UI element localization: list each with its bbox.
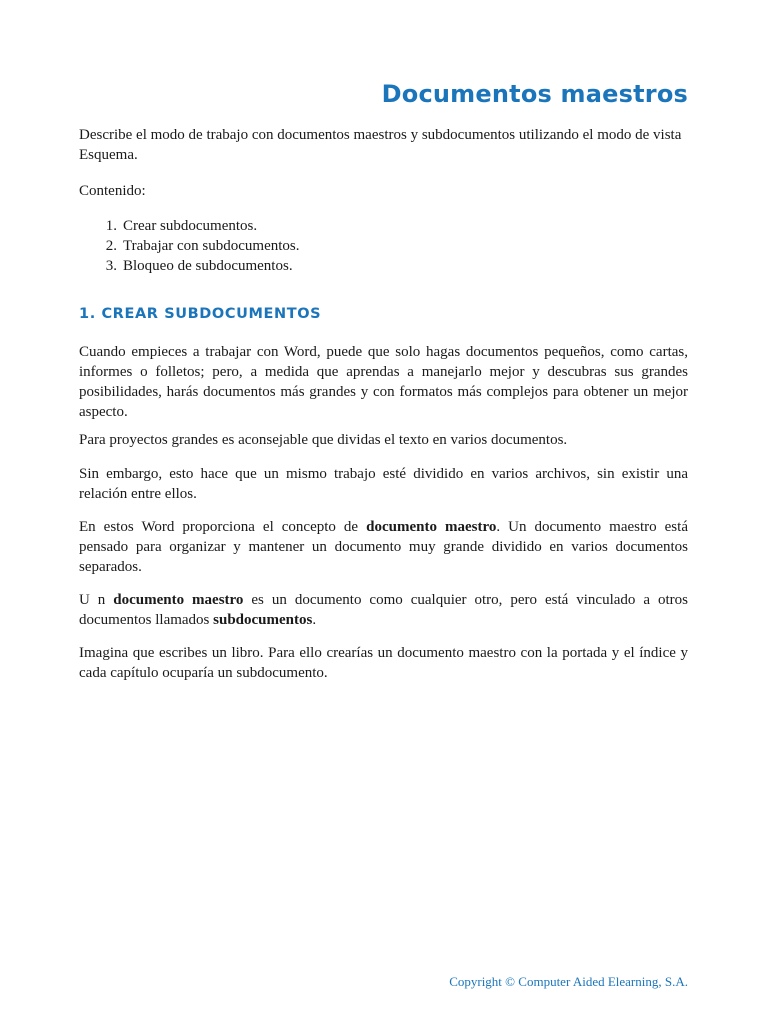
body-paragraph: Para proyectos grandes es aconsejable que dividas el texto en varios documentos.: [79, 432, 568, 448]
list-item: [79, 256, 300, 276]
text-run: es un documento como cualquier otro, pero está vinculado a otros documentos llamados: [79, 592, 688, 628]
section-heading: 1. CREAR SUBDOCUMENTOS: [79, 306, 322, 322]
list-item-label: Crear subdocumentos.: [123, 218, 258, 234]
intro-paragraph: Describe el modo de trabajo con documentos maestros y subdocumentos utilizando el modo de vista Esquema.: [79, 127, 682, 163]
list-item: [79, 216, 300, 236]
text-run: U n: [79, 592, 114, 608]
contents-label: Contenido:: [79, 183, 146, 199]
list-item-label: Bloqueo de subdocumentos.: [123, 258, 293, 274]
list-item-label: Trabajar con subdocumentos.: [123, 238, 300, 254]
body-paragraph: Cuando empieces a trabajar con Word, puede que solo hagas documentos pequeños, como cartas, informes o folletos; pero, a medida que aprendas a manejarlo mejor y descubras sus grandes posibilidades, harás documentos más grandes y con formatos más complejos para obtener un mejor aspecto.: [79, 344, 688, 420]
body-paragraph: [79, 590, 688, 630]
list-item-number: 1.: [105, 218, 117, 234]
list-item-number: 2.: [105, 238, 117, 254]
text-run: .: [312, 612, 317, 628]
body-paragraph: Imagina que escribes un libro. Para ello crearías un documento maestro con la portada y el índice y cada capítulo ocuparía un subdocumento.: [79, 645, 688, 681]
text-run: En estos Word proporciona el concepto de: [79, 519, 367, 535]
document-page: [79, 0, 688, 1024]
contents-list: [79, 216, 300, 276]
body-paragraph: Sin embargo, esto hace que un mismo trabajo esté dividido en varios archivos, sin existir una relación entre ellos.: [79, 466, 688, 502]
list-item: [79, 236, 300, 256]
bold-term: subdocumentos: [213, 612, 313, 628]
bold-term: documento maestro: [113, 592, 244, 608]
body-paragraph: [79, 517, 688, 577]
copyright-footer: Copyright © Computer Aided Elearning, S.A.: [449, 974, 688, 989]
list-item-number: 3.: [105, 258, 117, 274]
bold-term: documento maestro: [366, 519, 497, 535]
page-title: Documentos maestros: [381, 80, 688, 108]
text-run: . Un documento maestro está pensado para organizar y mantener un documento muy grande dividido en varios documentos separados.: [79, 519, 688, 575]
